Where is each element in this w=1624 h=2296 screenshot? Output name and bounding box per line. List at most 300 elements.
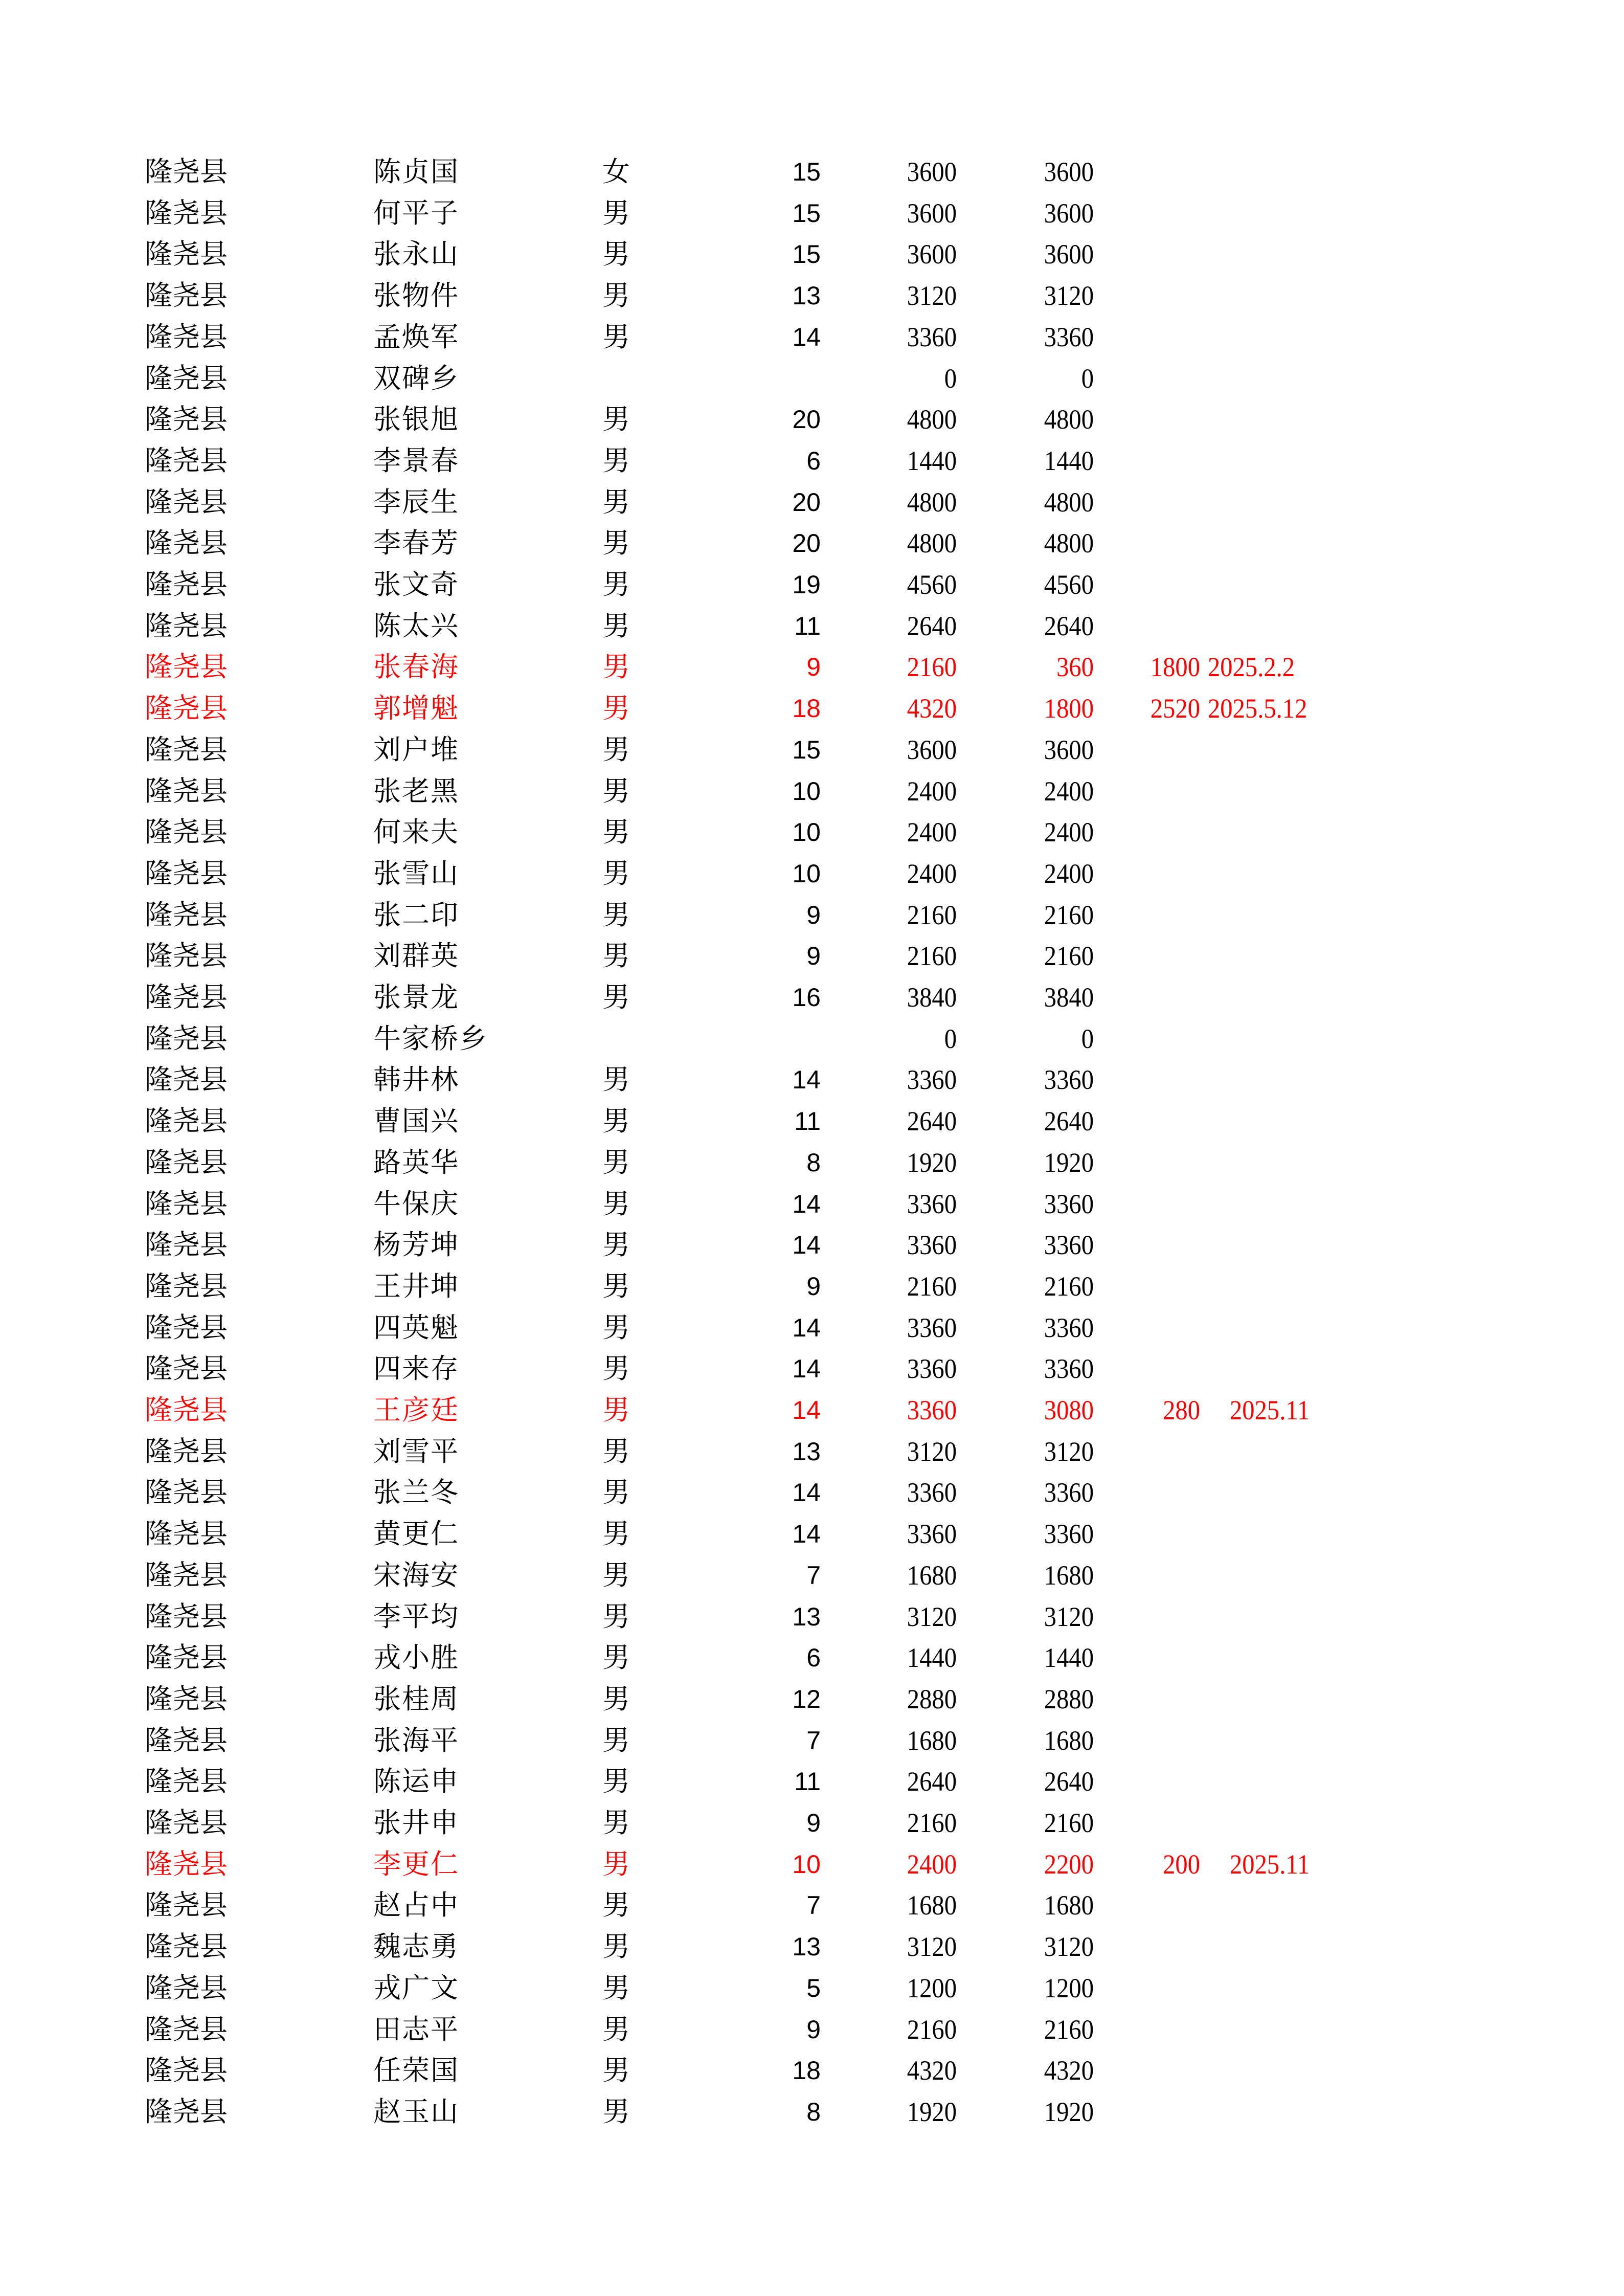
name-cell: 赵玉山 <box>373 2095 459 2128</box>
paid-cell: 0 <box>1081 363 1094 394</box>
county-cell: 隆尧县 <box>145 1394 228 1426</box>
county-cell: 隆尧县 <box>145 898 228 931</box>
gender-cell: 男 <box>602 774 630 807</box>
count-cell: 9 <box>806 900 821 929</box>
paid-cell: 4800 <box>1044 486 1094 518</box>
paid-cell: 1680 <box>1044 1725 1094 1756</box>
county-cell: 隆尧县 <box>145 651 228 683</box>
name-cell: 张银旭 <box>373 403 459 436</box>
amount-cell: 2400 <box>907 817 957 848</box>
count-cell: 15 <box>792 158 821 186</box>
count-cell: 6 <box>806 1643 821 1673</box>
paid-cell: 3360 <box>1044 1230 1094 1261</box>
county-cell: 隆尧县 <box>145 857 228 889</box>
county-cell: 隆尧县 <box>145 1558 228 1591</box>
name-cell: 陈贞国 <box>373 155 459 188</box>
amount-cell: 2160 <box>907 2014 957 2045</box>
gender-cell: 男 <box>602 196 630 229</box>
county-cell: 隆尧县 <box>145 485 228 518</box>
amount-cell: 0 <box>944 363 957 394</box>
paid-cell: 1440 <box>1044 1642 1094 1674</box>
table-row <box>0 1184 1624 1224</box>
table-row <box>0 1142 1624 1183</box>
county-cell: 隆尧县 <box>145 1682 228 1715</box>
table-row <box>0 2009 1624 2050</box>
amount-cell: 2640 <box>907 1106 957 1137</box>
county-cell: 隆尧县 <box>145 1889 228 1922</box>
name-cell: 张井申 <box>373 1807 459 1839</box>
table-row <box>0 647 1624 687</box>
paid-cell: 2160 <box>1044 941 1094 972</box>
paid-cell: 2200 <box>1044 1848 1094 1880</box>
amount-cell: 2160 <box>907 652 957 683</box>
count-cell: 13 <box>792 1602 821 1631</box>
name-cell: 张二印 <box>373 898 459 931</box>
name-cell: 黄更仁 <box>373 1518 459 1550</box>
table-row <box>0 729 1624 770</box>
table-row <box>0 771 1624 812</box>
county-cell: 隆尧县 <box>145 1187 228 1220</box>
name-cell: 王彦廷 <box>373 1394 459 1426</box>
gender-cell: 男 <box>602 816 630 849</box>
paid-cell: 3120 <box>1044 1601 1094 1632</box>
paid-cell: 1920 <box>1044 2096 1094 2127</box>
amount-cell: 2400 <box>907 858 957 889</box>
paid-cell: 3360 <box>1044 1312 1094 1343</box>
amount-cell: 0 <box>944 1023 957 1054</box>
county-cell: 隆尧县 <box>145 1435 228 1467</box>
amount-cell: 2160 <box>907 1270 957 1302</box>
table-row <box>0 1926 1624 1967</box>
paid-cell: 3600 <box>1044 239 1094 270</box>
name-cell: 孟焕军 <box>373 320 459 353</box>
name-cell: 何来夫 <box>373 816 459 849</box>
name-cell: 张雪山 <box>373 857 459 889</box>
name-cell: 陈太兴 <box>373 609 459 642</box>
gender-cell: 男 <box>602 1765 630 1798</box>
count-cell: 20 <box>792 487 821 517</box>
county-cell: 隆尧县 <box>145 1229 228 1261</box>
county-cell: 隆尧县 <box>145 733 228 766</box>
table-row <box>0 935 1624 976</box>
count-cell: 9 <box>806 2015 821 2044</box>
name-cell: 郭增魁 <box>373 692 459 725</box>
paid-cell: 2640 <box>1044 1766 1094 1797</box>
paid-cell: 2400 <box>1044 775 1094 807</box>
amount-cell: 1680 <box>907 1890 957 1921</box>
gender-cell: 男 <box>602 1600 630 1633</box>
paid-cell: 3360 <box>1044 1188 1094 1219</box>
county-cell: 隆尧县 <box>145 1311 228 1344</box>
name-cell: 路英华 <box>373 1146 459 1178</box>
count-cell: 20 <box>792 405 821 434</box>
gender-cell: 男 <box>602 1187 630 1220</box>
gender-cell: 男 <box>602 1229 630 1261</box>
amount-cell: 2160 <box>907 941 957 972</box>
count-cell: 10 <box>792 859 821 888</box>
date-cell: 2025.11 <box>1230 1395 1310 1425</box>
difference-cell: 1800 <box>1150 652 1200 683</box>
paid-cell: 3360 <box>1044 1064 1094 1096</box>
paid-cell: 3600 <box>1044 734 1094 765</box>
count-cell: 5 <box>806 1973 821 2002</box>
date-cell: 2025.11 <box>1230 1848 1310 1880</box>
amount-cell: 3600 <box>907 239 957 270</box>
gender-cell: 男 <box>602 1435 630 1467</box>
county-cell: 隆尧县 <box>145 196 228 229</box>
gender-cell: 男 <box>602 1105 630 1138</box>
name-cell: 李春芳 <box>373 527 459 560</box>
amount-cell: 3360 <box>907 1395 957 1425</box>
county-cell: 隆尧县 <box>145 527 228 560</box>
county-cell: 隆尧县 <box>145 692 228 725</box>
amount-cell: 2640 <box>907 610 957 641</box>
table-row <box>0 523 1624 564</box>
name-cell: 刘户堆 <box>373 733 459 766</box>
name-cell: 杨芳坤 <box>373 1229 459 1261</box>
table-row <box>0 895 1624 935</box>
paid-cell: 2640 <box>1044 1106 1094 1137</box>
amount-cell: 3360 <box>907 1519 957 1550</box>
name-cell: 曹国兴 <box>373 1105 459 1138</box>
county-cell: 隆尧县 <box>145 1063 228 1096</box>
paid-cell: 3600 <box>1044 157 1094 187</box>
count-cell: 6 <box>806 446 821 475</box>
gender-cell: 男 <box>602 1807 630 1839</box>
county-cell: 隆尧县 <box>145 1930 228 1963</box>
county-cell: 隆尧县 <box>145 1971 228 2004</box>
paid-cell: 2640 <box>1044 610 1094 641</box>
amount-cell: 3120 <box>907 280 957 311</box>
county-cell: 隆尧县 <box>145 1146 228 1178</box>
amount-cell: 4320 <box>907 693 957 724</box>
difference-cell: 2520 <box>1150 693 1200 724</box>
gender-cell: 男 <box>602 733 630 766</box>
name-cell: 何平子 <box>373 196 459 229</box>
gender-cell: 男 <box>602 651 630 683</box>
county-cell: 隆尧县 <box>145 238 228 271</box>
name-cell: 李景春 <box>373 444 459 477</box>
paid-cell: 4800 <box>1044 528 1094 559</box>
paid-cell: 4800 <box>1044 404 1094 435</box>
amount-cell: 1680 <box>907 1559 957 1591</box>
table-row <box>0 1720 1624 1761</box>
paid-cell: 1440 <box>1044 445 1094 476</box>
table-row <box>0 399 1624 440</box>
amount-cell: 2400 <box>907 775 957 807</box>
amount-cell: 3360 <box>907 1230 957 1261</box>
name-cell: 王井坤 <box>373 1269 459 1302</box>
gender-cell: 男 <box>602 1311 630 1344</box>
count-cell: 15 <box>792 735 821 764</box>
amount-cell: 3120 <box>907 1436 957 1467</box>
gender-cell: 男 <box>602 1682 630 1715</box>
table-row <box>0 1348 1624 1389</box>
paid-cell: 1800 <box>1044 693 1094 724</box>
count-cell: 14 <box>792 1520 821 1549</box>
gender-cell: 男 <box>602 527 630 560</box>
gender-cell: 男 <box>602 1724 630 1756</box>
gender-cell: 男 <box>602 1518 630 1550</box>
county-cell: 隆尧县 <box>145 1518 228 1550</box>
name-cell: 牛家桥乡 <box>373 1022 488 1055</box>
paid-cell: 2880 <box>1044 1683 1094 1714</box>
count-cell: 9 <box>806 653 821 682</box>
name-cell: 张文奇 <box>373 568 459 600</box>
county-cell: 隆尧县 <box>145 2095 228 2128</box>
count-cell: 10 <box>792 818 821 847</box>
paid-cell: 3120 <box>1044 280 1094 311</box>
count-cell: 15 <box>792 198 821 228</box>
table-row <box>0 275 1624 316</box>
name-cell: 李平均 <box>373 1600 459 1633</box>
paid-cell: 3360 <box>1044 1477 1094 1508</box>
name-cell: 刘雪平 <box>373 1435 459 1467</box>
gender-cell: 男 <box>602 857 630 889</box>
name-cell: 魏志勇 <box>373 1930 459 1963</box>
paid-cell: 2160 <box>1044 2014 1094 2045</box>
amount-cell: 4800 <box>907 404 957 435</box>
name-cell: 四英魁 <box>373 1311 459 1344</box>
table-row <box>0 317 1624 358</box>
name-cell: 刘群英 <box>373 940 459 972</box>
amount-cell: 3360 <box>907 1188 957 1219</box>
gender-cell: 男 <box>602 898 630 931</box>
count-cell: 10 <box>792 776 821 806</box>
amount-cell: 3840 <box>907 982 957 1013</box>
paid-cell: 2160 <box>1044 899 1094 930</box>
paid-cell: 1920 <box>1044 1147 1094 1178</box>
gender-cell: 男 <box>602 1641 630 1674</box>
county-cell: 隆尧县 <box>145 1724 228 1756</box>
county-cell: 隆尧县 <box>145 1476 228 1509</box>
gender-cell: 男 <box>602 1352 630 1385</box>
table-row <box>0 1431 1624 1472</box>
amount-cell: 3360 <box>907 321 957 352</box>
table-row <box>0 1968 1624 2009</box>
county-cell: 隆尧县 <box>145 1022 228 1055</box>
count-cell: 20 <box>792 529 821 558</box>
table-row <box>0 2050 1624 2091</box>
table-row <box>0 1101 1624 1142</box>
name-cell: 田志平 <box>373 2013 459 2045</box>
gender-cell: 男 <box>602 1146 630 1178</box>
paid-cell: 3120 <box>1044 1436 1094 1467</box>
county-cell: 隆尧县 <box>145 940 228 972</box>
name-cell: 赵占中 <box>373 1889 459 1922</box>
count-cell: 15 <box>792 240 821 269</box>
gender-cell: 男 <box>602 609 630 642</box>
count-cell: 11 <box>794 611 821 640</box>
count-cell: 8 <box>806 1148 821 1177</box>
count-cell: 14 <box>792 1313 821 1342</box>
name-cell: 张桂周 <box>373 1682 459 1715</box>
amount-cell: 4800 <box>907 528 957 559</box>
gender-cell: 男 <box>602 1930 630 1963</box>
table-row <box>0 1802 1624 1843</box>
date-cell: 2025.5.12 <box>1208 693 1307 724</box>
paid-cell: 360 <box>1056 652 1094 683</box>
count-cell: 9 <box>806 942 821 971</box>
table-row <box>0 358 1624 399</box>
paid-cell: 4560 <box>1044 569 1094 600</box>
count-cell: 14 <box>792 322 821 351</box>
name-cell: 牛保庆 <box>373 1187 459 1220</box>
paid-cell: 0 <box>1081 1023 1094 1054</box>
name-cell: 戎广文 <box>373 1971 459 2004</box>
count-cell: 7 <box>806 1561 821 1590</box>
gender-cell: 男 <box>602 238 630 271</box>
gender-cell: 男 <box>602 1847 630 1880</box>
amount-cell: 2400 <box>907 1848 957 1880</box>
paid-cell: 1680 <box>1044 1559 1094 1591</box>
county-cell: 隆尧县 <box>145 981 228 1013</box>
county-cell: 隆尧县 <box>145 1269 228 1302</box>
paid-cell: 2160 <box>1044 1808 1094 1838</box>
amount-cell: 2160 <box>907 1808 957 1838</box>
amount-cell: 3360 <box>907 1312 957 1343</box>
table-row <box>0 606 1624 647</box>
gender-cell: 男 <box>602 1269 630 1302</box>
amount-cell: 1920 <box>907 1147 957 1178</box>
count-cell: 19 <box>792 570 821 599</box>
count-cell: 13 <box>792 1932 821 1961</box>
county-cell: 隆尧县 <box>145 1807 228 1839</box>
name-cell: 戎小胜 <box>373 1641 459 1674</box>
paid-cell: 2400 <box>1044 858 1094 889</box>
paid-cell: 2400 <box>1044 817 1094 848</box>
amount-cell: 3600 <box>907 734 957 765</box>
county-cell: 隆尧县 <box>145 1765 228 1798</box>
amount-cell: 2880 <box>907 1683 957 1714</box>
county-cell: 隆尧县 <box>145 774 228 807</box>
gender-cell: 男 <box>602 1889 630 1922</box>
paid-cell: 4320 <box>1044 2055 1094 2086</box>
amount-cell: 4320 <box>907 2055 957 2086</box>
county-cell: 隆尧县 <box>145 320 228 353</box>
table-row <box>0 1513 1624 1554</box>
table-row <box>0 151 1624 192</box>
table-row <box>0 193 1624 234</box>
count-cell: 14 <box>792 1065 821 1095</box>
table-row <box>0 482 1624 523</box>
count-cell: 14 <box>792 1478 821 1507</box>
table-row <box>0 1596 1624 1637</box>
table-row <box>0 1018 1624 1059</box>
gender-cell: 男 <box>602 320 630 353</box>
gender-cell: 男 <box>602 981 630 1013</box>
amount-cell: 3120 <box>907 1601 957 1632</box>
name-cell: 李更仁 <box>373 1847 459 1880</box>
gender-cell: 男 <box>602 2013 630 2045</box>
gender-cell: 男 <box>602 1476 630 1509</box>
paid-cell: 3080 <box>1044 1395 1094 1425</box>
county-cell: 隆尧县 <box>145 568 228 600</box>
count-cell: 7 <box>806 1726 821 1755</box>
county-cell: 隆尧县 <box>145 609 228 642</box>
amount-cell: 2640 <box>907 1766 957 1797</box>
table-row <box>0 1307 1624 1348</box>
county-cell: 隆尧县 <box>145 1641 228 1674</box>
count-cell: 13 <box>792 1437 821 1466</box>
paid-cell: 3360 <box>1044 1519 1094 1550</box>
name-cell: 张春海 <box>373 651 459 683</box>
table-row <box>0 812 1624 853</box>
table-row <box>0 440 1624 481</box>
amount-cell: 3360 <box>907 1064 957 1096</box>
county-cell: 隆尧县 <box>145 2054 228 2087</box>
gender-cell: 男 <box>602 2054 630 2087</box>
gender-cell: 男 <box>602 1558 630 1591</box>
table-row <box>0 688 1624 729</box>
amount-cell: 1440 <box>907 1642 957 1674</box>
gender-cell: 男 <box>602 1971 630 2004</box>
gender-cell: 男 <box>602 1063 630 1096</box>
paid-cell: 1200 <box>1044 1972 1094 2003</box>
gender-cell: 男 <box>602 940 630 972</box>
table-row <box>0 1679 1624 1720</box>
table-row <box>0 1885 1624 1926</box>
paid-cell: 1680 <box>1044 1890 1094 1921</box>
gender-cell: 男 <box>602 279 630 312</box>
count-cell: 13 <box>792 281 821 310</box>
count-cell: 18 <box>792 694 821 723</box>
county-cell: 隆尧县 <box>145 279 228 312</box>
gender-cell: 男 <box>602 568 630 600</box>
table-row <box>0 1844 1624 1885</box>
county-cell: 隆尧县 <box>145 1352 228 1385</box>
table-row <box>0 1637 1624 1678</box>
amount-cell: 1920 <box>907 2096 957 2127</box>
count-cell: 14 <box>792 1354 821 1384</box>
amount-cell: 1200 <box>907 1972 957 2003</box>
table-row <box>0 1555 1624 1596</box>
date-cell: 2025.2.2 <box>1208 652 1295 683</box>
amount-cell: 3360 <box>907 1353 957 1385</box>
gender-cell: 男 <box>602 2095 630 2128</box>
gender-cell: 男 <box>602 403 630 436</box>
amount-cell: 1680 <box>907 1725 957 1756</box>
table-row <box>0 1472 1624 1513</box>
name-cell: 张物件 <box>373 279 459 312</box>
name-cell: 张景龙 <box>373 981 459 1013</box>
name-cell: 四来存 <box>373 1352 459 1385</box>
count-cell: 9 <box>806 1809 821 1837</box>
table-row <box>0 1390 1624 1431</box>
count-cell: 11 <box>794 1767 821 1796</box>
count-cell: 14 <box>792 1231 821 1260</box>
table-row <box>0 1224 1624 1265</box>
amount-cell: 4800 <box>907 486 957 518</box>
count-cell: 18 <box>792 2056 821 2085</box>
table-row <box>0 2091 1624 2132</box>
name-cell: 张海平 <box>373 1724 459 1756</box>
name-cell: 宋海安 <box>373 1558 459 1591</box>
paid-cell: 2160 <box>1044 1270 1094 1302</box>
amount-cell: 3600 <box>907 157 957 187</box>
count-cell: 12 <box>792 1684 821 1713</box>
name-cell: 韩井林 <box>373 1063 459 1096</box>
gender-cell: 男 <box>602 692 630 725</box>
county-cell: 隆尧县 <box>145 816 228 849</box>
count-cell: 14 <box>792 1189 821 1218</box>
difference-cell: 280 <box>1163 1395 1200 1425</box>
amount-cell: 3120 <box>907 1931 957 1963</box>
county-cell: 隆尧县 <box>145 444 228 477</box>
name-cell: 李辰生 <box>373 485 459 518</box>
county-cell: 隆尧县 <box>145 362 228 394</box>
name-cell: 张永山 <box>373 238 459 271</box>
